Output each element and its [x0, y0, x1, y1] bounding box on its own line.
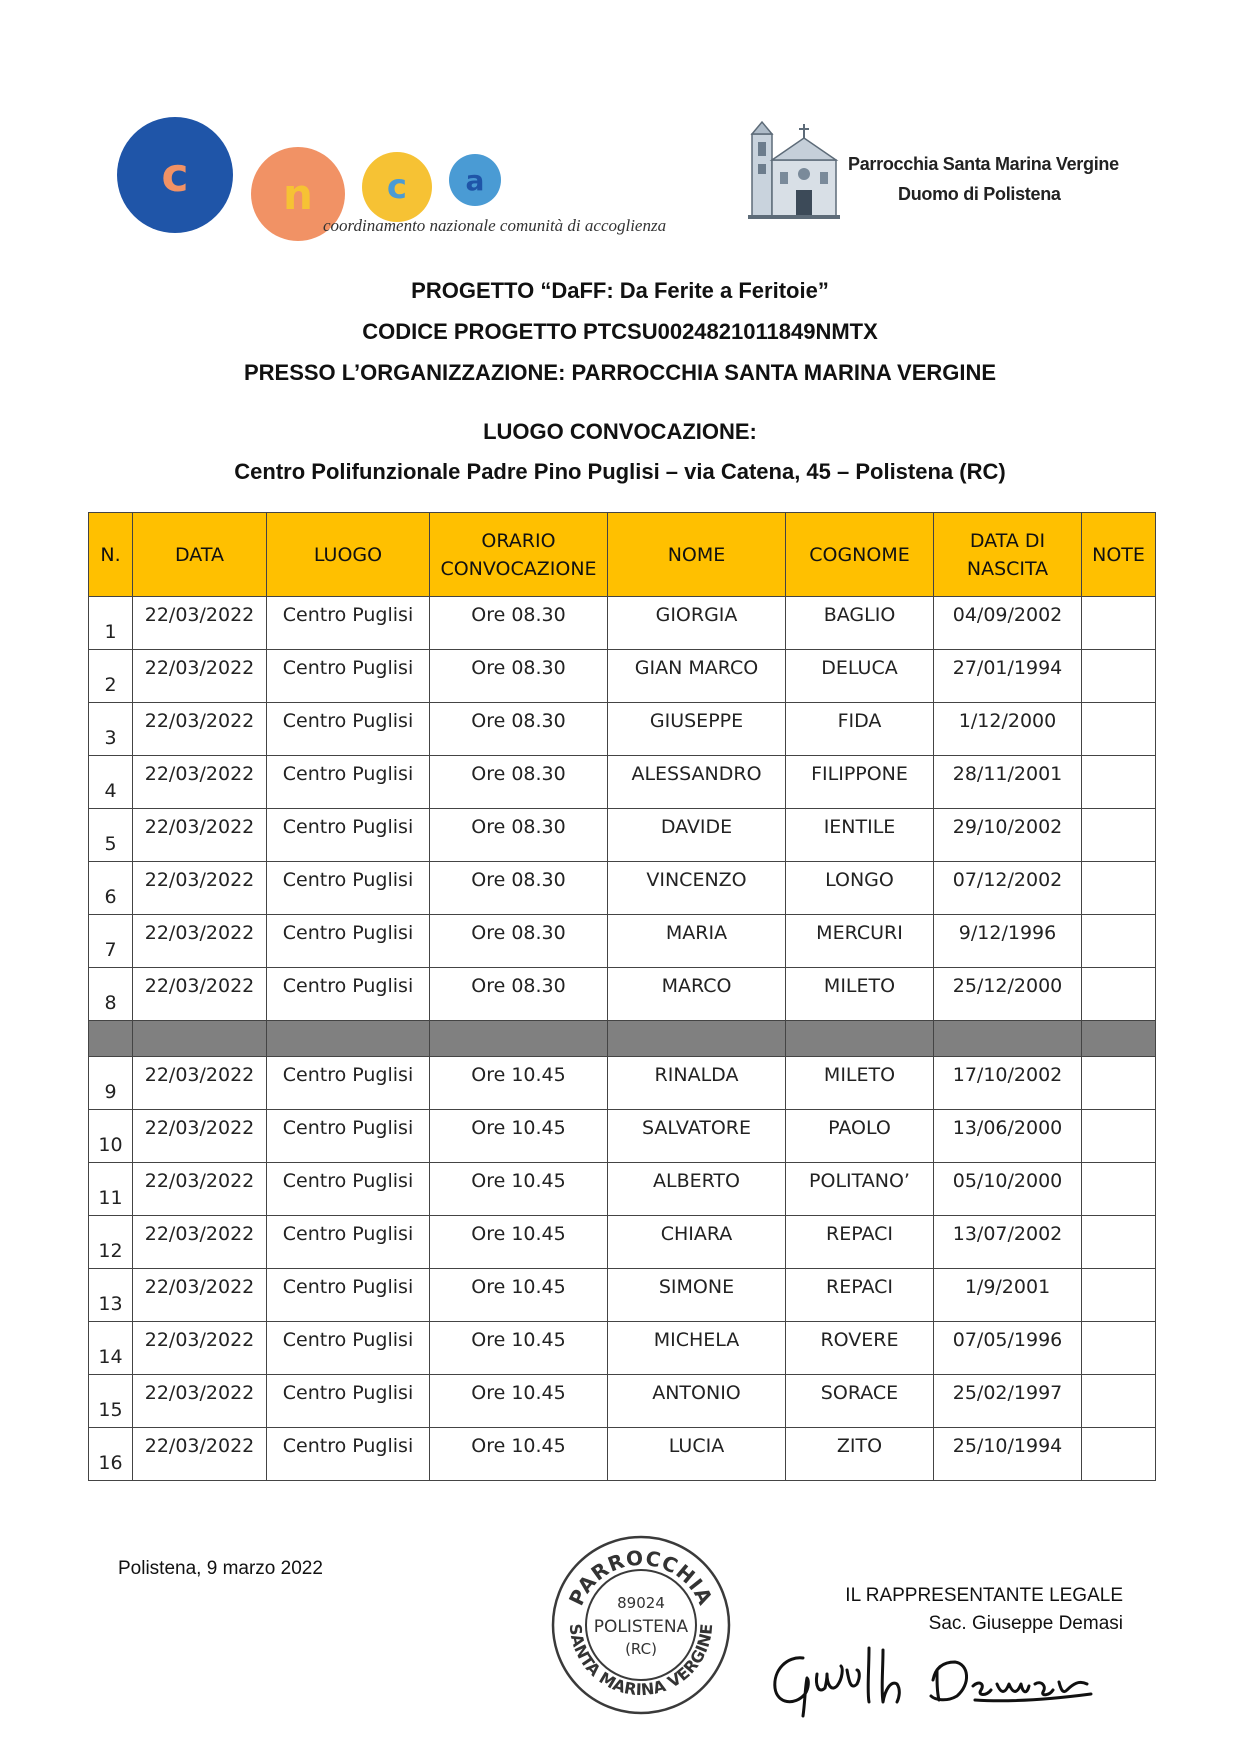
- parish-subtitle: Duomo di Polistena: [898, 184, 1061, 204]
- cell-cognome: ZITO: [786, 1428, 934, 1481]
- cell-data: 22/03/2022: [133, 703, 267, 756]
- cnca-circle-c: c: [117, 117, 233, 233]
- cnca-circle-n: n: [251, 147, 345, 241]
- cell-nome: GIORGIA: [608, 597, 786, 650]
- cell-note: [1082, 1163, 1156, 1216]
- cell-n: 16: [89, 1428, 133, 1481]
- cell-nascita: 28/11/2001: [934, 756, 1082, 809]
- parish-logo: [748, 120, 1119, 220]
- cell-data: 22/03/2022: [133, 756, 267, 809]
- cell-nascita: 07/05/1996: [934, 1322, 1082, 1375]
- cell-luogo: Centro Puglisi: [267, 703, 430, 756]
- cell-orario: Ore 10.45: [430, 1375, 608, 1428]
- table-row: [89, 915, 1156, 968]
- cell-nascita: 1/9/2001: [934, 1269, 1082, 1322]
- cell-luogo: Centro Puglisi: [267, 1163, 430, 1216]
- cell-data: 22/03/2022: [133, 1110, 267, 1163]
- table-row: [89, 1163, 1156, 1216]
- stamp-province: (RC): [625, 1640, 657, 1658]
- cell-note: [1082, 756, 1156, 809]
- table-row: [89, 1428, 1156, 1481]
- venue-address: Centro Polifunzionale Padre Pino Puglisi – via Catena, 45 – Polistena (RC): [234, 459, 1006, 484]
- cell-nascita: 17/10/2002: [934, 1057, 1082, 1110]
- cell-orario: Ore 08.30: [430, 968, 608, 1021]
- cell-n: 4: [89, 756, 133, 809]
- cell-luogo: Centro Puglisi: [267, 1110, 430, 1163]
- place-date: Polistena, 9 marzo 2022: [118, 1558, 323, 1579]
- project-code: CODICE PROGETTO PTCSU0024821011849NMTX: [362, 319, 878, 344]
- separator-cell: [430, 1021, 608, 1057]
- cell-orario: Ore 10.45: [430, 1322, 608, 1375]
- cell-nome: MARIA: [608, 915, 786, 968]
- cell-luogo: Centro Puglisi: [267, 1057, 430, 1110]
- table-header-row: [89, 513, 1156, 597]
- separator-cell: [786, 1021, 934, 1057]
- cell-n: 12: [89, 1216, 133, 1269]
- cell-n: 6: [89, 862, 133, 915]
- table-row: [89, 597, 1156, 650]
- cell-note: [1082, 968, 1156, 1021]
- header-nascita: DATA DI NASCITA: [934, 513, 1082, 597]
- cell-note: [1082, 1428, 1156, 1481]
- cell-data: 22/03/2022: [133, 1428, 267, 1481]
- legal-representative-name: Sac. Giuseppe Demasi: [928, 1613, 1123, 1634]
- cell-nome: CHIARA: [608, 1216, 786, 1269]
- cell-n: 2: [89, 650, 133, 703]
- cell-orario: Ore 08.30: [430, 650, 608, 703]
- cell-note: [1082, 1216, 1156, 1269]
- table-row: [89, 968, 1156, 1021]
- project-title: PROGETTO “DaFF: Da Ferite a Feritoie”: [411, 278, 829, 303]
- cell-data: 22/03/2022: [133, 1163, 267, 1216]
- cell-note: [1082, 650, 1156, 703]
- stamp-cap: 89024: [617, 1594, 665, 1612]
- cell-cognome: MERCURI: [786, 915, 934, 968]
- cell-note: [1082, 1375, 1156, 1428]
- cell-luogo: Centro Puglisi: [267, 756, 430, 809]
- cell-cognome: REPACI: [786, 1269, 934, 1322]
- cell-nome: ALESSANDRO: [608, 756, 786, 809]
- cell-cognome: FIDA: [786, 703, 934, 756]
- cnca-logo: [115, 112, 715, 242]
- cell-nome: ANTONIO: [608, 1375, 786, 1428]
- parish-name: Parrocchia Santa Marina Vergine: [848, 154, 1119, 174]
- cell-nome: RINALDA: [608, 1057, 786, 1110]
- handwritten-signature: [765, 1640, 1105, 1720]
- cell-data: 22/03/2022: [133, 1322, 267, 1375]
- legal-representative-title: IL RAPPRESENTANTE LEGALE: [845, 1585, 1123, 1606]
- cell-n: 9: [89, 1057, 133, 1110]
- cell-cognome: PAOLO: [786, 1110, 934, 1163]
- cell-nome: ALBERTO: [608, 1163, 786, 1216]
- table-row: [89, 1057, 1156, 1110]
- cell-cognome: LONGO: [786, 862, 934, 915]
- cell-nome: VINCENZO: [608, 862, 786, 915]
- table-row: [89, 1322, 1156, 1375]
- cell-data: 22/03/2022: [133, 1216, 267, 1269]
- cell-luogo: Centro Puglisi: [267, 1216, 430, 1269]
- cell-luogo: Centro Puglisi: [267, 1428, 430, 1481]
- organization-line: PRESSO L’ORGANIZZAZIONE: PARROCCHIA SANTA MARINA VERGINE: [243, 360, 997, 385]
- separator-cell: [133, 1021, 267, 1057]
- cell-orario: Ore 10.45: [430, 1428, 608, 1481]
- cell-n: 3: [89, 703, 133, 756]
- cell-nome: DAVIDE: [608, 809, 786, 862]
- cell-nascita: 07/12/2002: [934, 862, 1082, 915]
- cell-luogo: Centro Puglisi: [267, 597, 430, 650]
- cell-note: [1082, 703, 1156, 756]
- document-titles: [0, 270, 1240, 393]
- stamp-top-text: PARROCCHIA: [564, 1545, 718, 1610]
- cell-luogo: Centro Puglisi: [267, 1375, 430, 1428]
- cell-orario: Ore 08.30: [430, 915, 608, 968]
- cell-data: 22/03/2022: [133, 650, 267, 703]
- header-orario: ORARIO CONVOCAZIONE: [430, 513, 608, 597]
- header-cognome: COGNOME: [786, 513, 934, 597]
- cell-note: [1082, 809, 1156, 862]
- cell-n: 10: [89, 1110, 133, 1163]
- cell-orario: Ore 08.30: [430, 703, 608, 756]
- cell-nome: GIUSEPPE: [608, 703, 786, 756]
- cell-cognome: SORACE: [786, 1375, 934, 1428]
- cell-nome: GIAN MARCO: [608, 650, 786, 703]
- cell-cognome: FILIPPONE: [786, 756, 934, 809]
- cell-nascita: 13/07/2002: [934, 1216, 1082, 1269]
- separator-cell: [608, 1021, 786, 1057]
- table-row: [89, 1375, 1156, 1428]
- cell-nascita: 29/10/2002: [934, 809, 1082, 862]
- table-row: [89, 703, 1156, 756]
- table-row: [89, 756, 1156, 809]
- cell-orario: Ore 10.45: [430, 1110, 608, 1163]
- cell-nascita: 13/06/2000: [934, 1110, 1082, 1163]
- cell-cognome: MILETO: [786, 968, 934, 1021]
- cell-luogo: Centro Puglisi: [267, 809, 430, 862]
- venue-block: [0, 412, 1240, 492]
- cell-nascita: 05/10/2000: [934, 1163, 1082, 1216]
- cell-luogo: Centro Puglisi: [267, 915, 430, 968]
- cell-data: 22/03/2022: [133, 968, 267, 1021]
- separator-cell: [934, 1021, 1082, 1057]
- separator-cell: [267, 1021, 430, 1057]
- table-row: [89, 809, 1156, 862]
- cell-data: 22/03/2022: [133, 1057, 267, 1110]
- cell-n: 5: [89, 809, 133, 862]
- cell-luogo: Centro Puglisi: [267, 968, 430, 1021]
- table-row: [89, 862, 1156, 915]
- cell-cognome: IENTILE: [786, 809, 934, 862]
- stamp-bottom-text: SANTA MARINA VERGINE: [565, 1622, 717, 1700]
- cell-note: [1082, 915, 1156, 968]
- cell-luogo: Centro Puglisi: [267, 862, 430, 915]
- cell-luogo: Centro Puglisi: [267, 650, 430, 703]
- separator-cell: [1082, 1021, 1156, 1057]
- church-icon: [748, 120, 840, 220]
- cell-cognome: REPACI: [786, 1216, 934, 1269]
- cnca-circle-c2: c: [362, 152, 432, 222]
- cell-orario: Ore 08.30: [430, 597, 608, 650]
- header-data: DATA: [133, 513, 267, 597]
- cnca-circle-a: a: [449, 154, 501, 206]
- parish-stamp: [548, 1532, 734, 1718]
- cell-nascita: 9/12/1996: [934, 915, 1082, 968]
- table-row: [89, 650, 1156, 703]
- cell-cognome: MILETO: [786, 1057, 934, 1110]
- cell-nascita: 25/10/1994: [934, 1428, 1082, 1481]
- cell-data: 22/03/2022: [133, 809, 267, 862]
- cell-luogo: Centro Puglisi: [267, 1269, 430, 1322]
- cell-note: [1082, 862, 1156, 915]
- venue-label: LUOGO CONVOCAZIONE:: [483, 419, 757, 444]
- cell-data: 22/03/2022: [133, 915, 267, 968]
- cell-cognome: DELUCA: [786, 650, 934, 703]
- cell-cognome: BAGLIO: [786, 597, 934, 650]
- table-row: [89, 1269, 1156, 1322]
- stamp-city: POLISTENA: [593, 1617, 689, 1637]
- cell-nascita: 1/12/2000: [934, 703, 1082, 756]
- cell-note: [1082, 1110, 1156, 1163]
- convocation-table: [88, 512, 1156, 1481]
- cell-n: 1: [89, 597, 133, 650]
- cell-data: 22/03/2022: [133, 1375, 267, 1428]
- cell-note: [1082, 597, 1156, 650]
- header-n: N.: [89, 513, 133, 597]
- cell-orario: Ore 08.30: [430, 809, 608, 862]
- cell-nome: MARCO: [608, 968, 786, 1021]
- cell-n: 13: [89, 1269, 133, 1322]
- cell-n: 7: [89, 915, 133, 968]
- cell-n: 11: [89, 1163, 133, 1216]
- cell-nascita: 25/12/2000: [934, 968, 1082, 1021]
- cell-data: 22/03/2022: [133, 862, 267, 915]
- cell-nome: MICHELA: [608, 1322, 786, 1375]
- cell-note: [1082, 1269, 1156, 1322]
- cnca-tagline: coordinamento nazionale comunità di accoglienza: [323, 216, 667, 235]
- cell-orario: Ore 10.45: [430, 1269, 608, 1322]
- cell-n: 15: [89, 1375, 133, 1428]
- cell-data: 22/03/2022: [133, 1269, 267, 1322]
- cell-note: [1082, 1322, 1156, 1375]
- table-row: [89, 1110, 1156, 1163]
- cell-nome: LUCIA: [608, 1428, 786, 1481]
- cell-cognome: ROVERE: [786, 1322, 934, 1375]
- cell-luogo: Centro Puglisi: [267, 1322, 430, 1375]
- cell-nascita: 04/09/2002: [934, 597, 1082, 650]
- cell-orario: Ore 08.30: [430, 756, 608, 809]
- header-nome: NOME: [608, 513, 786, 597]
- header-note: NOTE: [1082, 513, 1156, 597]
- separator-cell: [89, 1021, 133, 1057]
- table-row: [89, 1216, 1156, 1269]
- cell-data: 22/03/2022: [133, 597, 267, 650]
- cell-note: [1082, 1057, 1156, 1110]
- cell-orario: Ore 10.45: [430, 1216, 608, 1269]
- cell-n: 8: [89, 968, 133, 1021]
- cell-nome: SALVATORE: [608, 1110, 786, 1163]
- cell-cognome: POLITANO’: [786, 1163, 934, 1216]
- header-luogo: LUOGO: [267, 513, 430, 597]
- cell-n: 14: [89, 1322, 133, 1375]
- cell-orario: Ore 10.45: [430, 1163, 608, 1216]
- cell-nascita: 27/01/1994: [934, 650, 1082, 703]
- cell-nascita: 25/02/1997: [934, 1375, 1082, 1428]
- cell-nome: SIMONE: [608, 1269, 786, 1322]
- cell-orario: Ore 10.45: [430, 1057, 608, 1110]
- cell-orario: Ore 08.30: [430, 862, 608, 915]
- group-separator-row: [89, 1021, 1156, 1057]
